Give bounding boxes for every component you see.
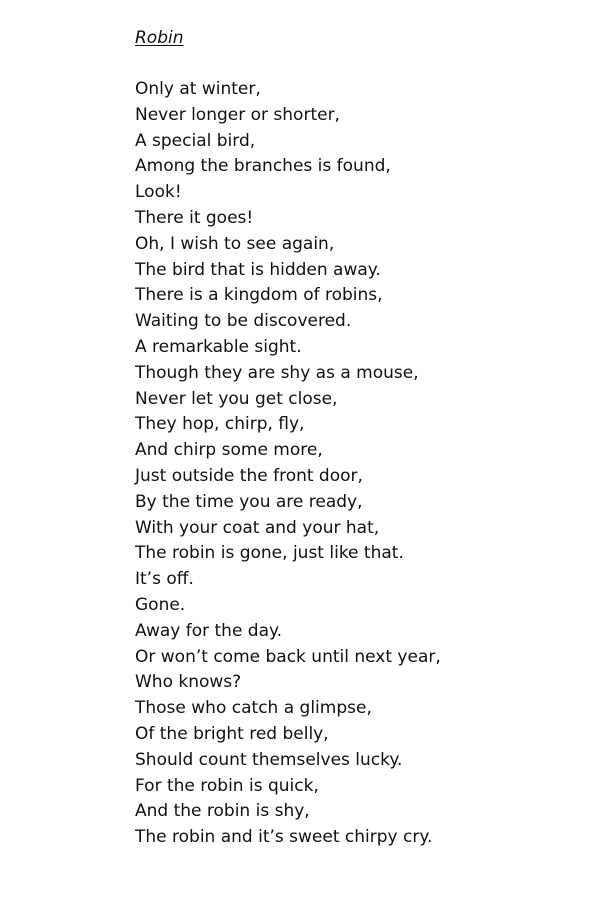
poem-line: A special bird,: [135, 130, 256, 151]
poem-line: For the robin is quick,: [135, 775, 319, 796]
poem-line: With your coat and your hat,: [135, 517, 380, 538]
poem-line: Those who catch a glimpse,: [135, 698, 372, 719]
poem-line: There is a kingdom of robins,: [135, 285, 383, 306]
poem-line: By the time you are ready,: [135, 491, 363, 512]
poem-line: And chirp some more,: [135, 440, 323, 461]
poem-line: They hop, chirp, fly,: [135, 414, 305, 435]
poem-line: Or won’t come back until next year,: [135, 646, 441, 667]
poem-line: Just outside the front door,: [135, 465, 363, 486]
document-page: [135, 27, 575, 851]
poem-line: There it goes!: [135, 207, 254, 228]
poem-body: [135, 77, 575, 851]
poem-line: Never let you get close,: [135, 388, 338, 409]
poem-line: The bird that is hidden away.: [135, 259, 381, 280]
poem-line: Oh, I wish to see again,: [135, 233, 335, 254]
poem-line: Waiting to be discovered.: [135, 311, 352, 332]
poem-line: A remarkable sight.: [135, 336, 302, 357]
poem-line: The robin is gone, just like that.: [135, 543, 404, 564]
poem-line: And the robin is shy,: [135, 801, 310, 822]
poem-line: Of the bright red belly,: [135, 723, 329, 744]
poem-line: Never longer or shorter,: [135, 104, 340, 125]
poem-line: Only at winter,: [135, 79, 261, 99]
poem-line: Look!: [135, 182, 182, 203]
poem-line: Should count themselves lucky.: [135, 749, 403, 770]
poem-line: Gone.: [135, 594, 186, 615]
poem-line: It’s off.: [135, 569, 194, 590]
poem-title: Robin: [135, 28, 184, 48]
poem-line: The robin and it’s sweet chirpy cry.: [135, 827, 433, 848]
poem-line: Among the branches is found,: [135, 156, 391, 177]
poem-line: Away for the day.: [135, 620, 283, 641]
poem-line: Who knows?: [135, 672, 242, 693]
poem-line: Though they are shy as a mouse,: [135, 362, 419, 383]
